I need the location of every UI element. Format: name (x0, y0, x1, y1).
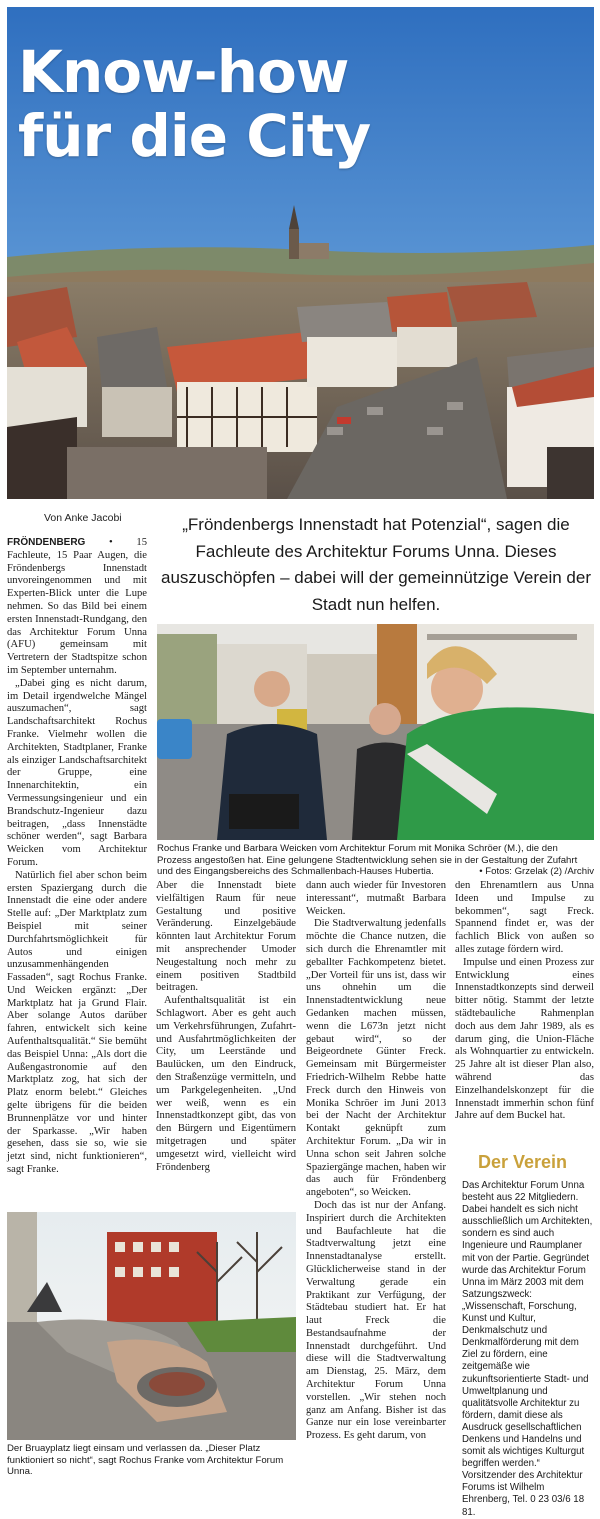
article-paragraph: Natürlich fiel aber schon beim ersten Spaziergang durch die Innenstadt die eine oder andere Stelle auf: „Der Marktplatz zum Beispiel mit seiner Durchfahrtsmöglichkeit für Autos und einigen unzusammenhängenden Fassaden“, sagt Rochus Franke. Und Weicken ergänzt: „Der Marktplatz hat ja Grund Flair. Aber solange Autos darüber fahren, entwickelt sich keine Aufenthaltsqualität.“ Sie bemüht das Beispiel Unna: „Als dort die Außengastronomie auf den Marktplatz zog, hat sich der Platz enorm belebt.“ Gleiches gelte übrigens für die beiden Brunnenplätze vor und hinter der Sparkasse. „Wir haben gesehen, dass sie so, wie sie jetzt sind, nicht funktionieren“, sagt Franke. (7, 869, 147, 1176)
architects-photo-image (157, 624, 594, 840)
article-column-4 (455, 880, 594, 1148)
article-paragraph: Aber die Innenstadt biete vielfältigen Raum für neue Gestaltung und positive Veränderung. Einzelgebäude könnten laut Architektur Forum mit ansprechender Umoder Neugestaltung noch mehr zu einem positiven Stadtbild beitragen. (156, 880, 296, 994)
article-paragraph: Die Stadtverwaltung jedenfalls möchte die Chance nutzen, die sich durch die Ehrenamtler mit geballter Fachkompetenz bietet. „Der Vorteil für uns ist, dass wir uns ohnehin um die Innenstadtentwicklung neue Gedanken machen müssen, wenn die L673n jetzt nicht gebaut wird“, so der Beigeordnete Günter Freck. Gemeinsam mit Bürgermeister Friedrich-Wilhelm Rebbe hatte Freck durch den Hinweis von Monika Schröer im Juni 2013 bei der Nacht der Architektur Kontakt geknüpft zum Architektur Forum. „Da wir in Unna schon seit Jahren solche Spaziergänge machen, haben wir das auch für Fröndenberg angeboten“, so Weicken. (306, 918, 446, 1199)
article-column-3 (306, 880, 446, 1470)
article-paragraph: Aufenthaltsqualität ist ein Schlagwort. Aber es geht auch um Verkehrsführungen, Zufahrt- und Ausfahrtmöglichkeiten der City, um Leerstände und Baulücken, um den Eindruck, den Straßenzüge vermitteln, und um Parkgelegenheiten. „Und wer weiß, wenn es ein Innenstadtkonzept gibt, das von den Bürgern und Eigentümern mitgetragen und später umgesetzt wird, vielleicht wird Fröndenberg (156, 995, 296, 1173)
byline: Von Anke Jacobi (44, 512, 122, 524)
photo-credit: • Fotos: Grzelak (2) /Archiv (479, 866, 594, 877)
headline-line-2: für die City (18, 102, 371, 170)
article-paragraph: „Dabei ging es nicht darum, im Detail irgendwelche Mängel auszumachen“, sagt Landschaftsarchitekt Rochus Franke. Vielmehr wollen die Architekten, Stadtplaner, Franke als einziger Landschaftsarchitekt der Gruppe, eine Innenarchitektin, ein Vermessungsingenieur und ein Brandschutz-Ingenieur dazu beitragen, „dass Innenstädte schöner werden“, sagt Barbara Weicken vom Architektur Forum. (7, 677, 147, 868)
verein-title: Der Verein (478, 1152, 568, 1172)
article-column-1 (7, 537, 147, 1207)
square-photo (7, 1212, 296, 1440)
article-column-2 (156, 880, 296, 1200)
article-paragraph: Impulse und einen Prozess zur Entwicklung eines Innenstadtkonzepts sind derweil bitter nötig. Stammt der letzte städtebauliche Rahmenplan doch aus dem Jahr 1989, als es darum ging, die Union-Fläche als Wohnquartier zu entwickeln. 25 Jahre alt ist dieser Plan also, während das Einzelhandelskonzept für die Innenstadt immerhin schon fünf Jahre auf dem Buckel hat. (455, 956, 594, 1122)
lede: „Fröndenbergs Innenstadt hat Potenzial“, sagen die Fachleute des Architektur Forums Unna. Dieses auszuschöpfen – dabei will der gemeinnützige Verein der Stadt nun helfen. (161, 515, 591, 614)
article-paragraph (7, 537, 147, 678)
article-paragraph: dann auch wieder für Investoren interessant“, mutmaßt Barbara Weicken. (306, 880, 446, 917)
article-paragraph: den Ehrenamtlern aus Unna Ideen und Impulse zu bekommen“, sagt Freck. Spannend findet er, was der fachlich Blick von außen so alles zutage fördern wird. (455, 880, 594, 955)
dateline: FRÖNDENBERG (7, 537, 86, 548)
bruayplatz-image (7, 1212, 296, 1440)
photo-caption: Der Bruayplatz liegt einsam und verlassen da. „Dieser Platz funktioniert so nicht“, sagt Rochus Franke vom Architektur Forum Unna. (7, 1443, 284, 1477)
photo-caption: Rochus Franke und Barbara Weicken vom Architektur Forum mit Monika Schröer (M.), die den Prozess angestoßen hat. Eine gelungene Stadtentwicklung sehen sie in der Gestaltung der Zufahrt und des Eingangsbereichs des Schmallenbach-Hauses Hubertia. (157, 843, 578, 877)
article-paragraph: Doch das ist nur der Anfang. Inspiriert durch die Architekten und Baufachleute hat die Stadtverwaltung jetzt eine Innenstadtanalyse erstellt. Glücklicherweise stand in der Verwaltung gerade ein Praktikant zur Verfügung, der Städtebau studiert hat. Er hat laut Freck die Bestandsaufnahme der Innenstadt durchgeführt. Und diese will die Stadtverwaltung am Dienstag, 25. März, dem Architektur Forum Unna vorstellen. „Wir stehen noch ganz am Anfang. Bisher ist das Ganze nur ein lose vereinbarter Prozess. Es geht darum, von (306, 1199, 446, 1442)
people-photo (157, 624, 594, 840)
headline-line-1: Know-how (18, 38, 349, 106)
headline (18, 40, 578, 168)
verein-text: Das Architektur Forum Unna besteht aus 22 Mitgliedern. Dabei handelt es sich nicht ausschließlich um Architekten, sondern es sind auch Ingenieure und Raumplaner mit von der Partie. Gegründet wurde das Architektur Forum Unna im März 2003 mit dem Satzungszweck: „Wissenschaft, Forschung, Kunst und Kultur, Denkmalschutz und Denkmalförderung mit dem Ziel zu fördern, eine zeitgemäße wie zukunftsorientierte Stadt- und Umweltplanung und qualitätsvolle Architektur zu fördern, damit diese als Ausdruck gesellschaftlichen Denkens und Handelns und somit als wichtiges Kulturgut begriffen werden.“ Vorsitzender des Architektur Forums ist Wilhelm Ehrenberg, Tel. 0 23 03/6 18 81. (462, 1180, 593, 1518)
article-text: • 15 Fachleute, 15 Paar Augen, die Fröndenbergs Innenstadt unvoreingenommen und mit Experten-Blick unter die Lupe nehmen. So das Bild bei einem ersten Innenstadt-Rundgang, den das Architektur Forum Unna (AFU) gemeinsam mit Vertretern der Stadtspitze schon im September unternahm. (7, 537, 147, 676)
